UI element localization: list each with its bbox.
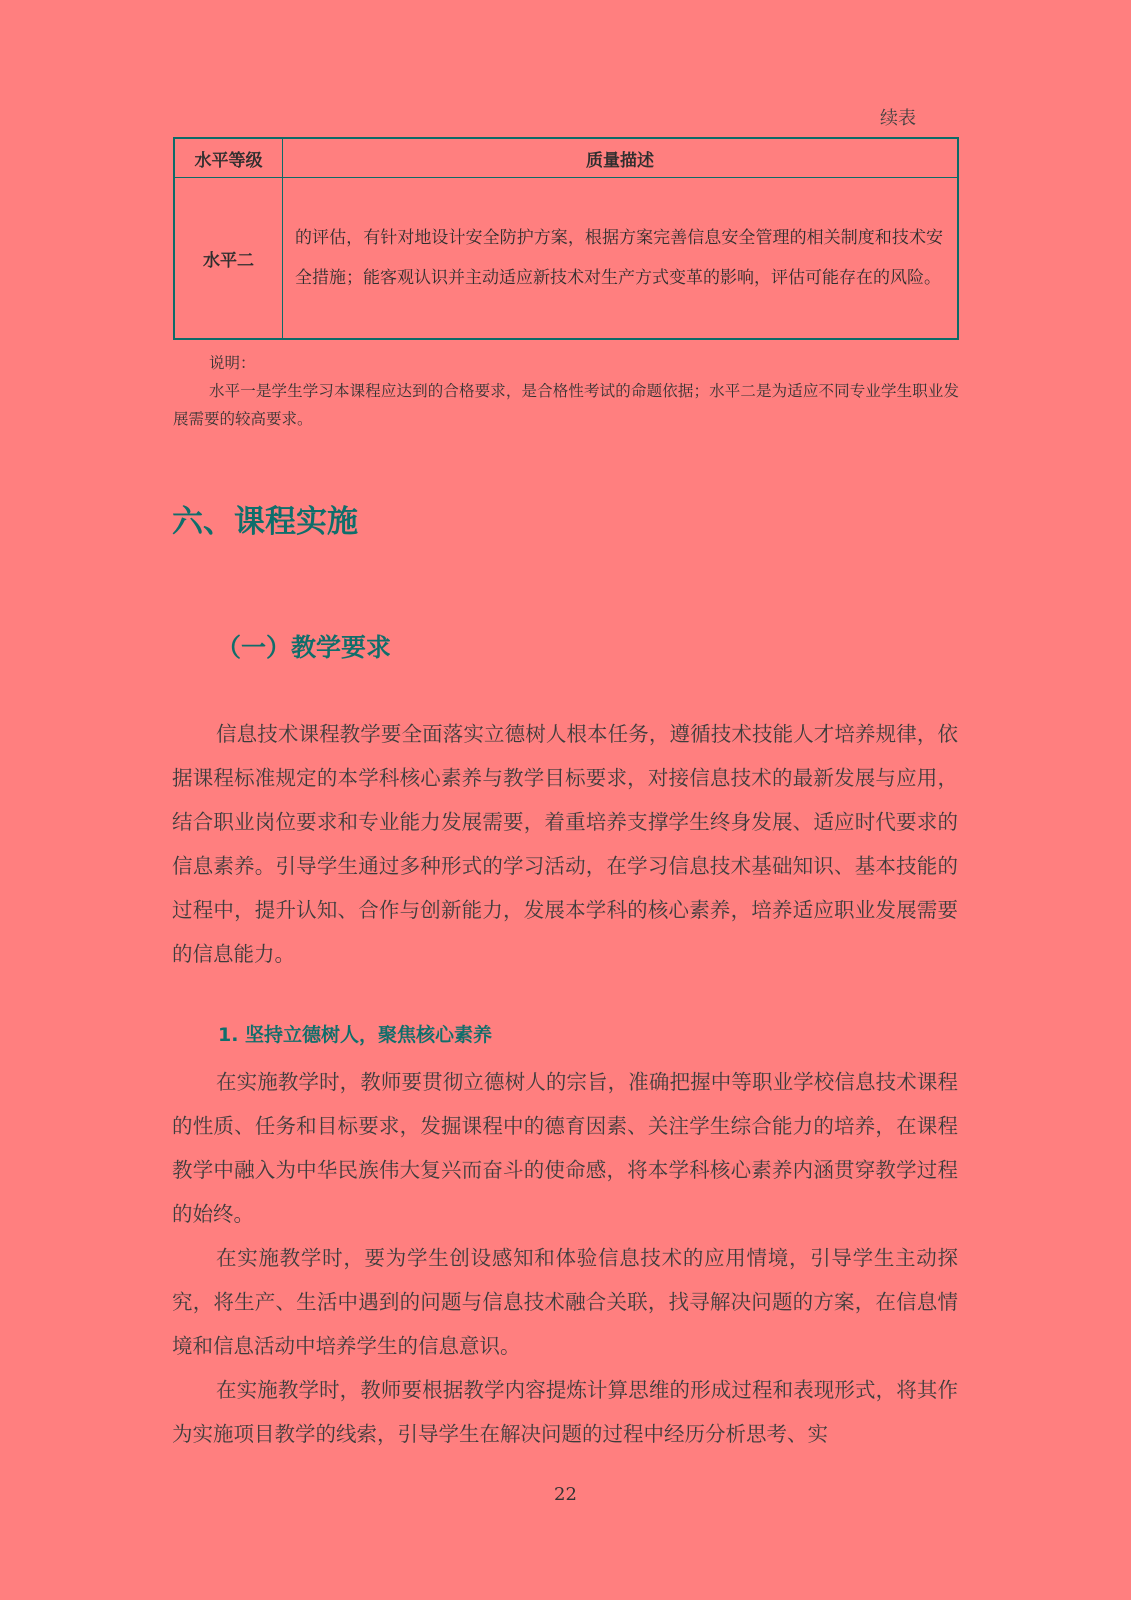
table-header-row	[174, 138, 958, 178]
page-number: 22	[554, 1484, 577, 1505]
notes-title: 说明：	[209, 354, 256, 372]
notes-body: 水平一是学生学习本课程应达到的合格要求，是合格性考试的命题依据；水平二是为适应不同专业学生职业发展需要的较高要求。	[173, 382, 959, 428]
body-paragraph: 在实施教学时，教师要根据教学内容提炼计算思维的形成过程和表现形式，将其作为实施项目教学的线索，引导学生在解决问题的过程中经历分析思考、实	[172, 1378, 958, 1446]
table-row	[174, 178, 958, 340]
table-notes	[173, 349, 959, 433]
point-heading: 1. 坚持立德树人，聚焦核心素养	[218, 1024, 493, 1046]
header-level: 水平等级	[174, 138, 283, 178]
description-cell: 的评估，有针对地设计安全防护方案，根据方案完善信息安全管理的相关制度和技术安全措施；能客观认识并主动适应新技术对生产方式变革的影响，评估可能存在的风险。	[283, 178, 959, 340]
quality-level-table	[173, 137, 959, 340]
section-heading: 六、课程实施	[172, 504, 358, 540]
body-paragraph: 在实施教学时，要为学生创设感知和体验信息技术的应用情境，引导学生主动探究，将生产、生活中遇到的问题与信息技术融合关联，找寻解决问题的方案，在信息情境和信息活动中培养学生的信息意识。	[172, 1246, 958, 1358]
level-cell: 水平二	[174, 178, 283, 340]
subsection-heading: （一）教学要求	[216, 633, 392, 662]
intro-paragraph: 信息技术课程教学要全面落实立德树人根本任务，遵循技术技能人才培养规律，依据课程标准规定的本学科核心素养与教学目标要求，对接信息技术的最新发展与应用，结合职业岗位要求和专业能力发展需要，着重培养支撑学生终身发展、适应时代要求的信息素养。引导学生通过多种形式的学习活动，在学习信息技术基础知识、基本技能的过程中，提升认知、合作与创新能力，发展本学科的核心素养，培养适应职业发展需要的信息能力。	[172, 722, 958, 966]
body-paragraph: 在实施教学时，教师要贯彻立德树人的宗旨，准确把握中等职业学校信息技术课程的性质、任务和目标要求，发掘课程中的德育因素、关注学生综合能力的培养，在课程教学中融入为中华民族伟大复兴而奋斗的使命感，将本学科核心素养内涵贯穿教学过程的始终。	[172, 1070, 958, 1226]
header-description: 质量描述	[283, 138, 959, 178]
continued-table-label: 续表	[880, 108, 916, 129]
